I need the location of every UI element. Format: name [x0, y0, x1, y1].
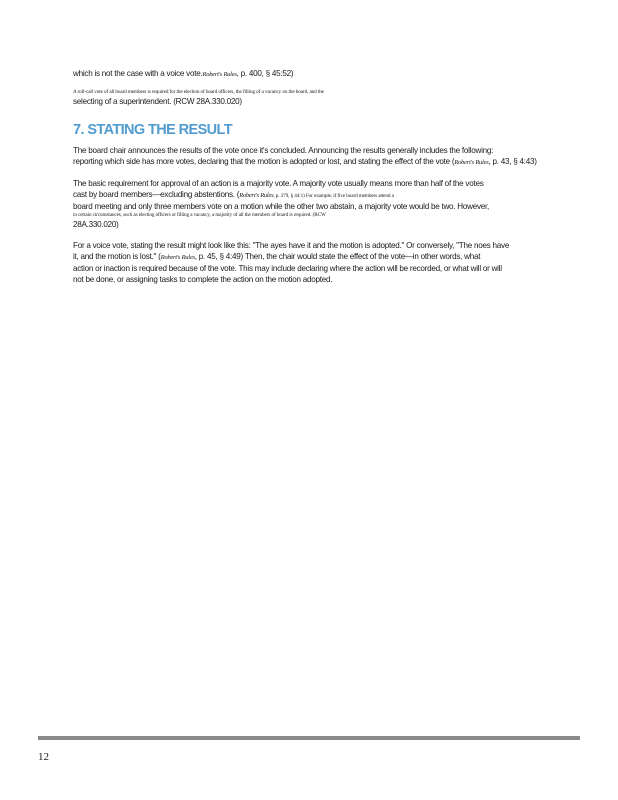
section-heading: 7. STATING THE RESULT — [73, 122, 232, 138]
roll-call-note-end: selecting of a superintendent. (RCW 28A.330.020) — [73, 97, 242, 106]
paragraph-2-small-line: in certain circumstances, such as electing officers or filling a vacancy, a majority of all the members of board is required. (RCW — [73, 212, 326, 218]
paragraph-3-text-end: , p. 45, § 4:49) Then, the chair would state the effect of the vote—in other words, what — [194, 252, 481, 261]
intro-text: which is not the case with a voice vote. — [73, 69, 203, 78]
paragraph-2-line: The basic requirement for approval of an action is a majority vote. A majority vote usually means more than half of the votes — [73, 179, 484, 188]
roll-call-note: A roll-call vote of all board members is required for the election of board officers, the filling of a vacancy on the board, and the — [73, 89, 324, 95]
paragraph-2 — [73, 178, 558, 230]
paragraph-1-line: The board chair announces the results of the vote once it's concluded. Announcing the results generally includes the following: — [73, 146, 494, 155]
citation-roberts-rules: Robert's Rules — [202, 71, 237, 78]
intro-line — [73, 68, 558, 80]
paragraph-2-line: 28A.330.020) — [73, 220, 119, 229]
footer-rule — [38, 736, 580, 740]
page-content — [73, 68, 558, 285]
paragraph-3-text: it, and the motion is lost." ( — [73, 252, 161, 261]
paragraph-1-text-end: , p. 43, § 4:43) — [488, 157, 537, 166]
paragraph-3-line — [73, 251, 558, 263]
paragraph-3 — [73, 240, 558, 285]
paragraph-1 — [73, 145, 558, 168]
paragraph-3-line: not be done, or assigning tasks to complete the action on the motion adopted. — [73, 275, 333, 284]
paragraph-2-line: board meeting and only three members vote on a motion while the other two abstain, a majority vote would be two. However, — [73, 202, 490, 211]
paragraph-2-small-text: , p. 379, § 44:1) For example, if five board members attend a — [273, 193, 394, 199]
paragraph-2-text: cast by board members—excluding abstentions. ( — [73, 190, 240, 199]
citation-roberts-rules: Robert's Rules — [239, 192, 274, 199]
citation-roberts-rules: Robert's Rules — [160, 254, 195, 261]
paragraph-2-line — [73, 189, 558, 201]
paragraph-1-text: reporting which side has more votes, declaring that the motion is adopted or lost, and stating the effect of the vote ( — [73, 157, 455, 166]
intro-text-end: , p. 400, § 45:52) — [236, 69, 294, 78]
paragraph-3-line: For a voice vote, stating the result might look like this: "The ayes have it and the motion is adopted." Or conversely, "The noes have — [73, 241, 510, 250]
citation-roberts-rules: Robert's Rules — [454, 159, 489, 166]
paragraph-1-line — [73, 156, 558, 168]
page-number: 12 — [38, 751, 49, 763]
paragraph-3-line: action or inaction is required because of the vote. This may include declaring where the action will be recorded, or what will or will — [73, 264, 502, 273]
